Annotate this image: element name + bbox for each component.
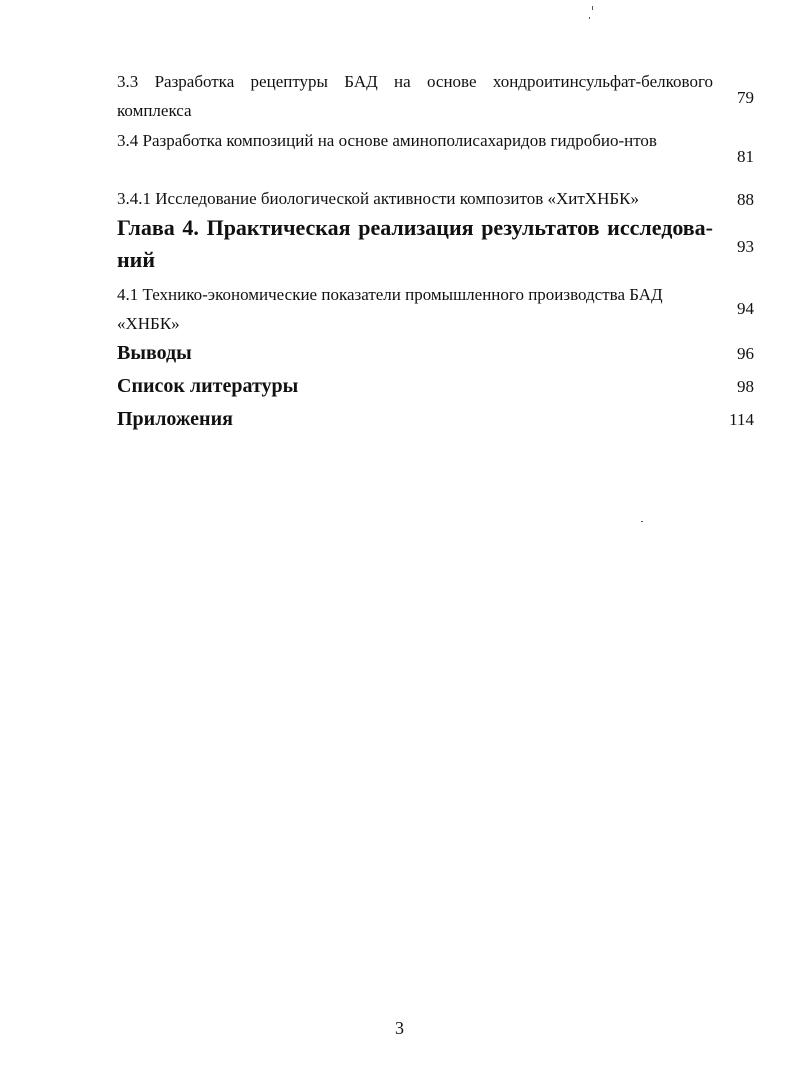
scan-speck <box>641 521 643 522</box>
toc-entry-page: 114 <box>729 410 754 429</box>
toc-entry-title: 3.3 Разработка рецептуры БАД на основе хондроитинсульфат-белкового комплекса <box>117 72 713 120</box>
toc-entry-title: 4.1 Технико-экономические показатели промышленного производства БАД «ХНБК» <box>117 285 663 333</box>
toc-entry-title: Приложения <box>117 408 233 430</box>
toc-entry-page: 88 <box>737 190 754 209</box>
scan-speck <box>592 6 593 10</box>
toc-chapter-entry[interactable] <box>117 212 759 276</box>
toc-entry-page: 93 <box>737 237 754 256</box>
toc-entry-page: 79 <box>737 88 754 107</box>
toc-entry-title: 3.4.1 Исследование биологической активности композитов «ХитХНБК» <box>117 189 639 208</box>
toc-section-entry[interactable] <box>117 404 759 436</box>
toc-entry[interactable] <box>117 67 759 125</box>
toc-entry-title: Список литературы <box>117 375 299 397</box>
page-number: 3 <box>395 1018 404 1038</box>
toc-entry[interactable] <box>117 280 759 338</box>
toc-entry-page: 81 <box>737 147 754 166</box>
toc-entry-page: 94 <box>737 299 754 318</box>
toc-entry[interactable] <box>117 184 759 214</box>
toc-entry-page: 96 <box>737 344 754 363</box>
toc-entry-title: 3.4 Разработка композиций на основе аминополисахаридов гидробио-нтов <box>117 131 657 150</box>
toc-entry-title: Глава 4. Практическая реализация результатов исследова-ний <box>117 215 713 272</box>
scan-speck <box>589 17 590 19</box>
toc-section-entry[interactable] <box>117 371 759 403</box>
toc-section-entry[interactable] <box>117 338 759 370</box>
toc-entry-page: 98 <box>737 377 754 396</box>
toc-entry-title: Выводы <box>117 342 192 364</box>
toc-entry[interactable] <box>117 126 759 184</box>
